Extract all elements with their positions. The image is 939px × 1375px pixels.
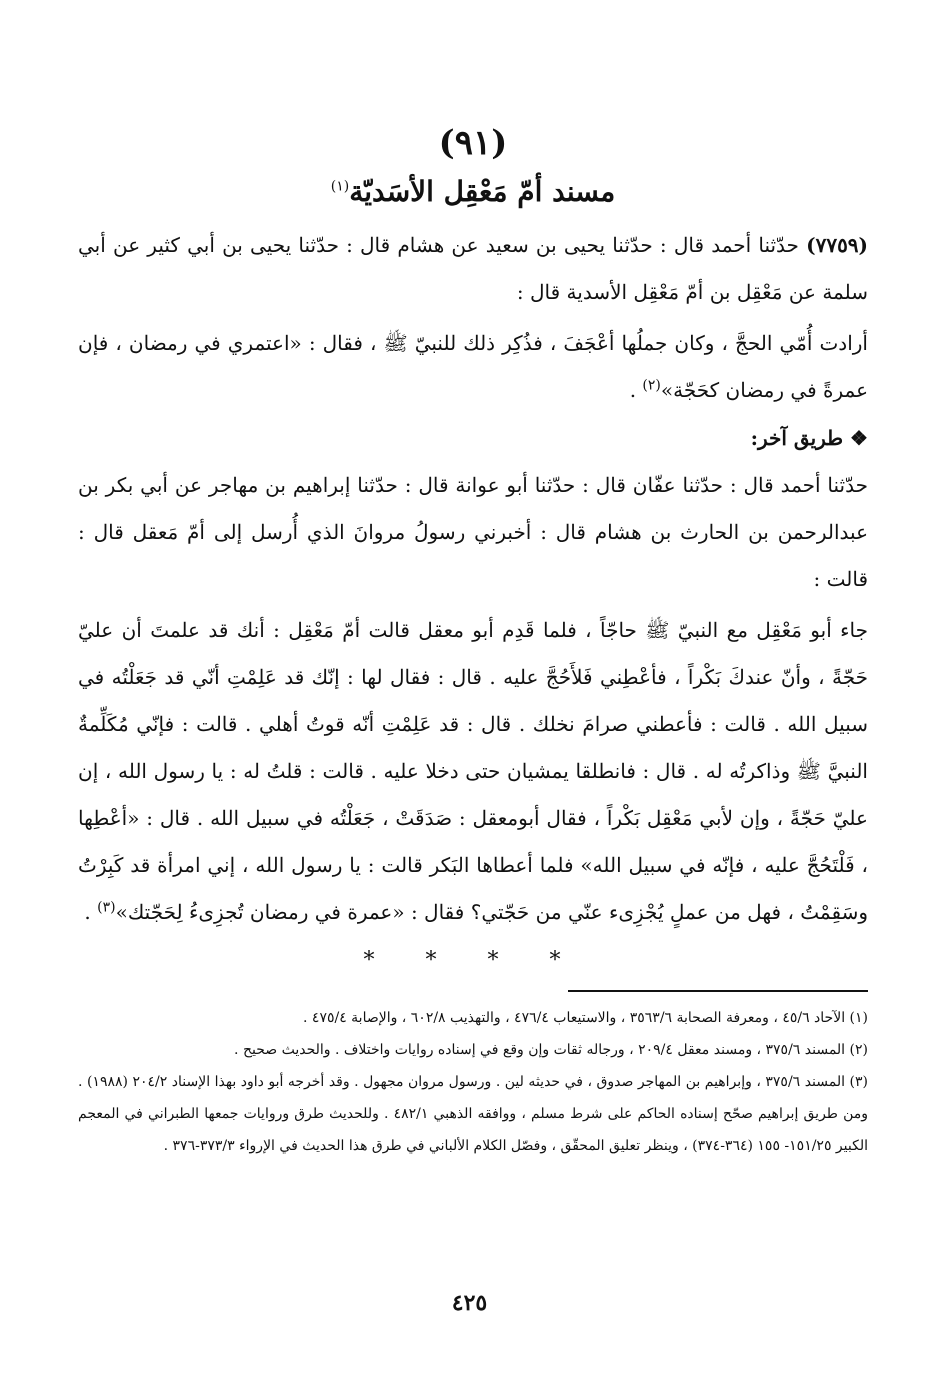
chapter-title-text: مسند أمّ مَعْقِل الأسَديّة	[349, 175, 616, 208]
section-separator: * * * *	[363, 948, 583, 973]
footnote-1: (١) الآحاد ٤٥/٦ ، ومعرفة الصحابة ٣٥٦٣/٦ ، والاستيعاب ٤٧٦/٤ ، والتهذيب ٦٠٢/٨ ، والإصابة ٤٧٥/٤ .	[303, 1010, 868, 1026]
hadith-isnad	[78, 222, 868, 316]
footnote-3: (٣) المسند ٣٧٥/٦ ، وإبراهيم بن المهاجر صدوق ، في حديثه لين . ورسول مروان مجهول . وقد أخرجه أبو داود بهذا الإسناد ٢٠٤/٢ (١٩٨٨) . ومن طريق إبراهيم صحّح إسناده الحاكم على شرط مسلم ، ووافقه الذهبي ٤٨٢/١ . وللحديث طرق وروايات جمعها الطبراني في المعجم الكبير ١٥١/٢٥- ١٥٥ (٣٦٤-٣٧٤) ، وينظر تعليق المحقّق ، وفصّل الكلام الألباني في طرق هذا الحديث في الإرواء ٣٧٣/٣-٣٧٦ .	[78, 1074, 869, 1154]
other-route-heading: ❖ طريق آخر:	[750, 426, 868, 450]
other-route-matn-end: .	[84, 900, 98, 924]
hadith-number: (٧٧٥٩)	[806, 233, 869, 257]
hadith-isnad-text: حدّثنا أحمد قال : حدّثنا يحيى بن سعيد عن هشام قال : حدّثنا يحيى بن أبي كثير عن أبي سلمة عن مَعْقِل بن أمّ مَعْقِل الأسدية قال :	[78, 233, 868, 304]
chapter-number: (٩١)	[438, 123, 508, 163]
hadith-matn-end: .	[629, 378, 643, 402]
footnotes	[78, 1002, 868, 1162]
other-route-isnad: حدّثنا أحمد قال : حدّثنا عفّان قال : حدّثنا أبو عوانة قال : حدّثنا إبراهيم بن مهاجر عن أبي بكر بن عبدالرحمن بن الحارث بن هشام قال : أخبرني رسولُ مروانَ الذي أُرسل إلى أمّ مَعقل قال : قالت :	[78, 473, 868, 591]
hadith-matn-text: أرادت أُمّي الحجَّ ، وكان جملُها أعْجَفَ ، فذُكِر ذلك للنبيّ ﷺ ، فقال : «اعتمري في رمضان ، فإن عمرةً في رمضان كحَجّة»	[78, 331, 868, 402]
page-body	[78, 120, 868, 1162]
other-route-matn-text: جاء أبو مَعْقِل مع النبيّ ﷺ حاجّاً ، فلما قَدِم أبو معقل قالت أمّ مَعْقِل : أنك قد علمتَ أن عليّ حَجّةً ، وأنّ عندكَ بَكْراً ، فأعْطِني فَلأَحُجَّ عليه . قال : فقال لها : إنّك قد عَلِمْتِ أنّي قد جَعَلْتُه في سبيل الله . قالت : فأعطني صرامَ نخلك . قال : قد عَلِمْتِ أنّه قوتُ أهلي . قالت : فإنّي مُكَلِّمةٌ النبيَّ ﷺ وذاكرتُه له . قال : فانطلقا يمشيان حتى دخلا عليه . قالت : قلتُ له : يا رسول الله ، إن عليّ حَجّةً ، وإن لأبي مَعْقِل بَكْراً ، فقال أبومعقل : صَدَقَتْ ، جَعَلْتُه في سبيل الله . قال : «أعْطِها ، فَلْتَحُجَّ عليه ، فإنّه في سبيل الله» فلما أعطاها البَكر قالت : يا رسول الله ، إني امرأة قد كَبِرْتُ وسَقِمْتُ ، فهل من عملٍ يُجْزِىء عنّي من حَجّتي؟ فقال : «عمرة في رمضان تُجزِىءُ لِحَجّتك»	[78, 618, 868, 924]
footnote-divider	[568, 990, 868, 992]
hadith-matn	[78, 320, 868, 414]
footnote-ref-2: (٢)	[642, 377, 661, 394]
footnote-ref-3: (٣)	[97, 899, 116, 916]
footnote-ref-1: (١)	[330, 178, 350, 195]
chapter-title	[78, 170, 868, 214]
other-route-matn	[78, 607, 868, 936]
page-number: ٤٢٥	[451, 1290, 488, 1316]
footnote-2: (٢) المسند ٣٧٥/٦ ، ومسند معقل ٢٠٩/٤ ، ورجاله ثقات وإن وقع في إسناده روايات واختلاف . والحديث صحيح .	[234, 1042, 868, 1058]
